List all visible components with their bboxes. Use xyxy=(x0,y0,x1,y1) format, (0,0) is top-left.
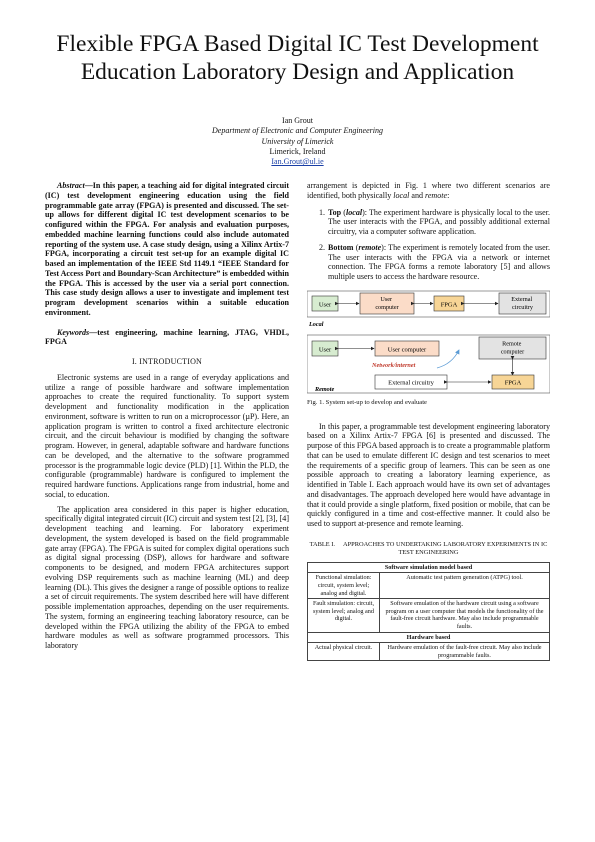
table-section-header: Software simulation model based xyxy=(308,562,550,573)
paragraph: In this paper, a programmable test development engineering laboratory based on a Xilinx Artix-7 FPGA [6] is presented and discussed. The purpose of this FPGA based approach is to create a programmable platform that can be used to emulate different IC design and test scenarios to meet the requirements of a specific group of learners. This can be seen as one possible approach to creating a laboratory learning experience, as identified in Table I. Each approach would have its own set of advantages and disadvantages. The approach developed here would have advantage in that it could provide a single platform, fixed position or mobile, that can be quickly configured in a time and cost-effective manner. It could also be used to support at-presence and remote learning. xyxy=(307,421,550,528)
paragraph: The application area considered in this paper is higher education, specifically digital integrated circuit (IC) circuit and system test [2], [3], [4] development teaching and learning. For laboratory experiment development, the system developed is based on the field programmable gate array (FPGA). The FPGA is suited for complex digital operations such as digital signal processing (DSP), allows for hardware and software components to be designed, and modern FPGA architectures support evolving DSP requirements such as machine learning (ML) and deep learning (DL). This gives the designer a range of possible options to realize a set of circuit requirements. The system described here will have different possible implementation approaches, depending on the user requirements. The system, forming an engineering teaching laboratory resource, can be developed within the FPGA utilizing the ability of the FPGA to embed hardware modules as well as software programmed processors. This laboratory xyxy=(45,504,289,650)
paragraph: Electronic systems are used in a range of everyday applications and utilize a range of possible hardware and software implementation approaches to create the required functionality. To support system development and functionality modification in the application environment, software is written to run on a microprocessor (µP). Here, an application program is written to control a fixed architecture electronic circuit, and the circuit behaviour is modified by changing the software program. However, in general, adaptable software and hardware functions can be developed, and the alternative to the software programmed processor is the programmable logic device (PLD) [1]. Within the PLD, the configurable (programmable) hardware is configured to implement the required hardware functions. Applications range from industrial, home and social, to education. xyxy=(45,372,289,499)
list-number: 2. xyxy=(319,242,326,252)
author-block xyxy=(100,116,495,167)
remote-computer-line1: Remote xyxy=(502,340,522,348)
system-setup-diagram xyxy=(307,288,550,394)
table-cell: Fault simulation: circuit, system level; analog and digital. xyxy=(308,599,380,632)
remote-user-label: User xyxy=(318,346,332,354)
svg-text:External circuitry xyxy=(511,296,534,311)
list-head: Top xyxy=(328,207,342,217)
paragraph-continued xyxy=(307,181,550,201)
list-body: : The experiment hardware is physically local to the user. The user interacts with the FPGA, and possibly additional external circuitry, via a computer software application. xyxy=(328,207,550,236)
network-label: Network/internet xyxy=(372,361,416,369)
list-tag: local xyxy=(345,207,363,217)
table-cell: Automatic test pattern generation (ATPG) tool. xyxy=(379,573,549,599)
remote-external-label: External circuitry xyxy=(388,379,434,387)
intro-text: and xyxy=(409,190,426,200)
author-city: Limerick, Ireland xyxy=(269,146,326,156)
intro-remote: remote xyxy=(425,190,448,200)
right-column xyxy=(307,181,550,661)
list-number: 1. xyxy=(319,207,326,217)
author-department: Department of Electronic and Computer Engineering xyxy=(211,126,383,136)
local-user-label: User xyxy=(318,301,332,309)
figure-1 xyxy=(307,288,550,394)
remote-computer-line2: computer xyxy=(500,348,525,356)
scenario-list xyxy=(307,208,550,282)
intro-local: local xyxy=(393,190,410,200)
table-title: APPROACHES TO UNDERTAKING LABORATORY EXPERIMENTS IN IC TEST ENGINEERING xyxy=(342,540,548,556)
abstract-body: —In this paper, a teaching aid for digital integrated circuit (IC) test development engineering education using the field programmable gate array (FPGA) is presented and discussed. The set-up allows for different digital IC test development scenarios to be configured within the FPGA. For analysis and evaluation purposes, embedded machine learning functions could also include automated reporting of the system use. A case study design, using a Xilinx Artix-7 FPGA, incorporating a circuit test set-up for an example digital IC based an implementation of the IEEE Std 1149.1 “IEEE Standard for Test Access Port and Boundary-Scan Architecture” is embedded within the FPGA. This is accessed by the user via a serial port connection. This case study design allows a user to investigate and implement test program development scenarios within a suitable education environment. xyxy=(45,181,289,317)
list-item: 1. Top (local): The experiment hardware is physically local to the user. The user interacts with the FPGA, and possibly additional external circuitry, via a computer software application. xyxy=(319,207,550,236)
table-section-header: Hardware based xyxy=(308,632,550,643)
local-fpga-label: FPGA xyxy=(440,301,458,309)
author-email-link[interactable]: Ian.Grout@ul.ie xyxy=(271,157,324,167)
table-row xyxy=(308,643,550,661)
table-cell: Functional simulation: circuit, system level; analog and digital. xyxy=(308,573,380,599)
svg-text:Remote computer xyxy=(501,340,524,355)
keywords xyxy=(45,328,289,348)
list-head: Bottom xyxy=(328,242,354,252)
approaches-table xyxy=(307,562,550,662)
author-name: Ian Grout xyxy=(282,116,313,125)
table-caption xyxy=(307,541,550,557)
section-heading-introduction: I. INTRODUCTION xyxy=(131,357,203,366)
paper-title: Flexible FPGA Based Digital IC Test Development Education Laboratory Design and Application xyxy=(56,31,539,85)
table-cell: Software emulation of the hardware circuit using a software program on a user computer that models the functionality of the fault-free circuit hardware. May also include programmable faults. xyxy=(379,599,549,632)
intro-text: : xyxy=(447,190,450,200)
intro-text: arrangement is depicted in Fig. 1 where two different scenarios are identified, both physically xyxy=(307,181,550,200)
keywords-lead: Keywords xyxy=(57,327,90,337)
table-row xyxy=(308,573,550,599)
local-external-line2: circuitry xyxy=(512,303,533,311)
figure-caption: Fig. 1. System set-up to develop and evaluate xyxy=(307,398,427,406)
abstract xyxy=(45,181,289,318)
keywords-body: —test engineering, machine learning, JTAG, VHDL, FPGA xyxy=(45,327,289,347)
remote-user-computer-label: User computer xyxy=(387,346,427,354)
local-computer-line2: computer xyxy=(375,303,399,311)
remote-label: Remote xyxy=(315,385,335,393)
author-university: University of Limerick xyxy=(261,136,334,146)
local-external-line1: External xyxy=(511,295,533,303)
left-column xyxy=(45,181,289,651)
local-computer-line1: User xyxy=(380,295,393,303)
network-arrow xyxy=(437,350,459,368)
table-label: TABLE I. xyxy=(309,540,335,548)
abstract-lead: Abstract xyxy=(57,181,85,190)
table-row xyxy=(308,599,550,632)
local-label: Local xyxy=(309,320,324,328)
list-item: 2. Bottom (remote): The experiment is remotely located from the user. The user interacts with the FPGA via a network or internet connection. The FPGA forms a remote laboratory [5] and allows multiple users to access the hardware resource. xyxy=(319,242,550,281)
table-cell: Actual physical circuit. xyxy=(308,643,380,661)
list-body: : The experiment is remotely located from the user. The user interacts with the FPGA via a network or internet connection. The FPGA forms a remote laboratory [5] and allows multiple users to access the hardware resource. xyxy=(328,242,550,281)
remote-fpga-label: FPGA xyxy=(504,379,522,387)
table-cell: Hardware emulation of the fault-free circuit. May also include programmable faults. xyxy=(379,643,549,661)
list-tag: remote xyxy=(358,242,382,252)
